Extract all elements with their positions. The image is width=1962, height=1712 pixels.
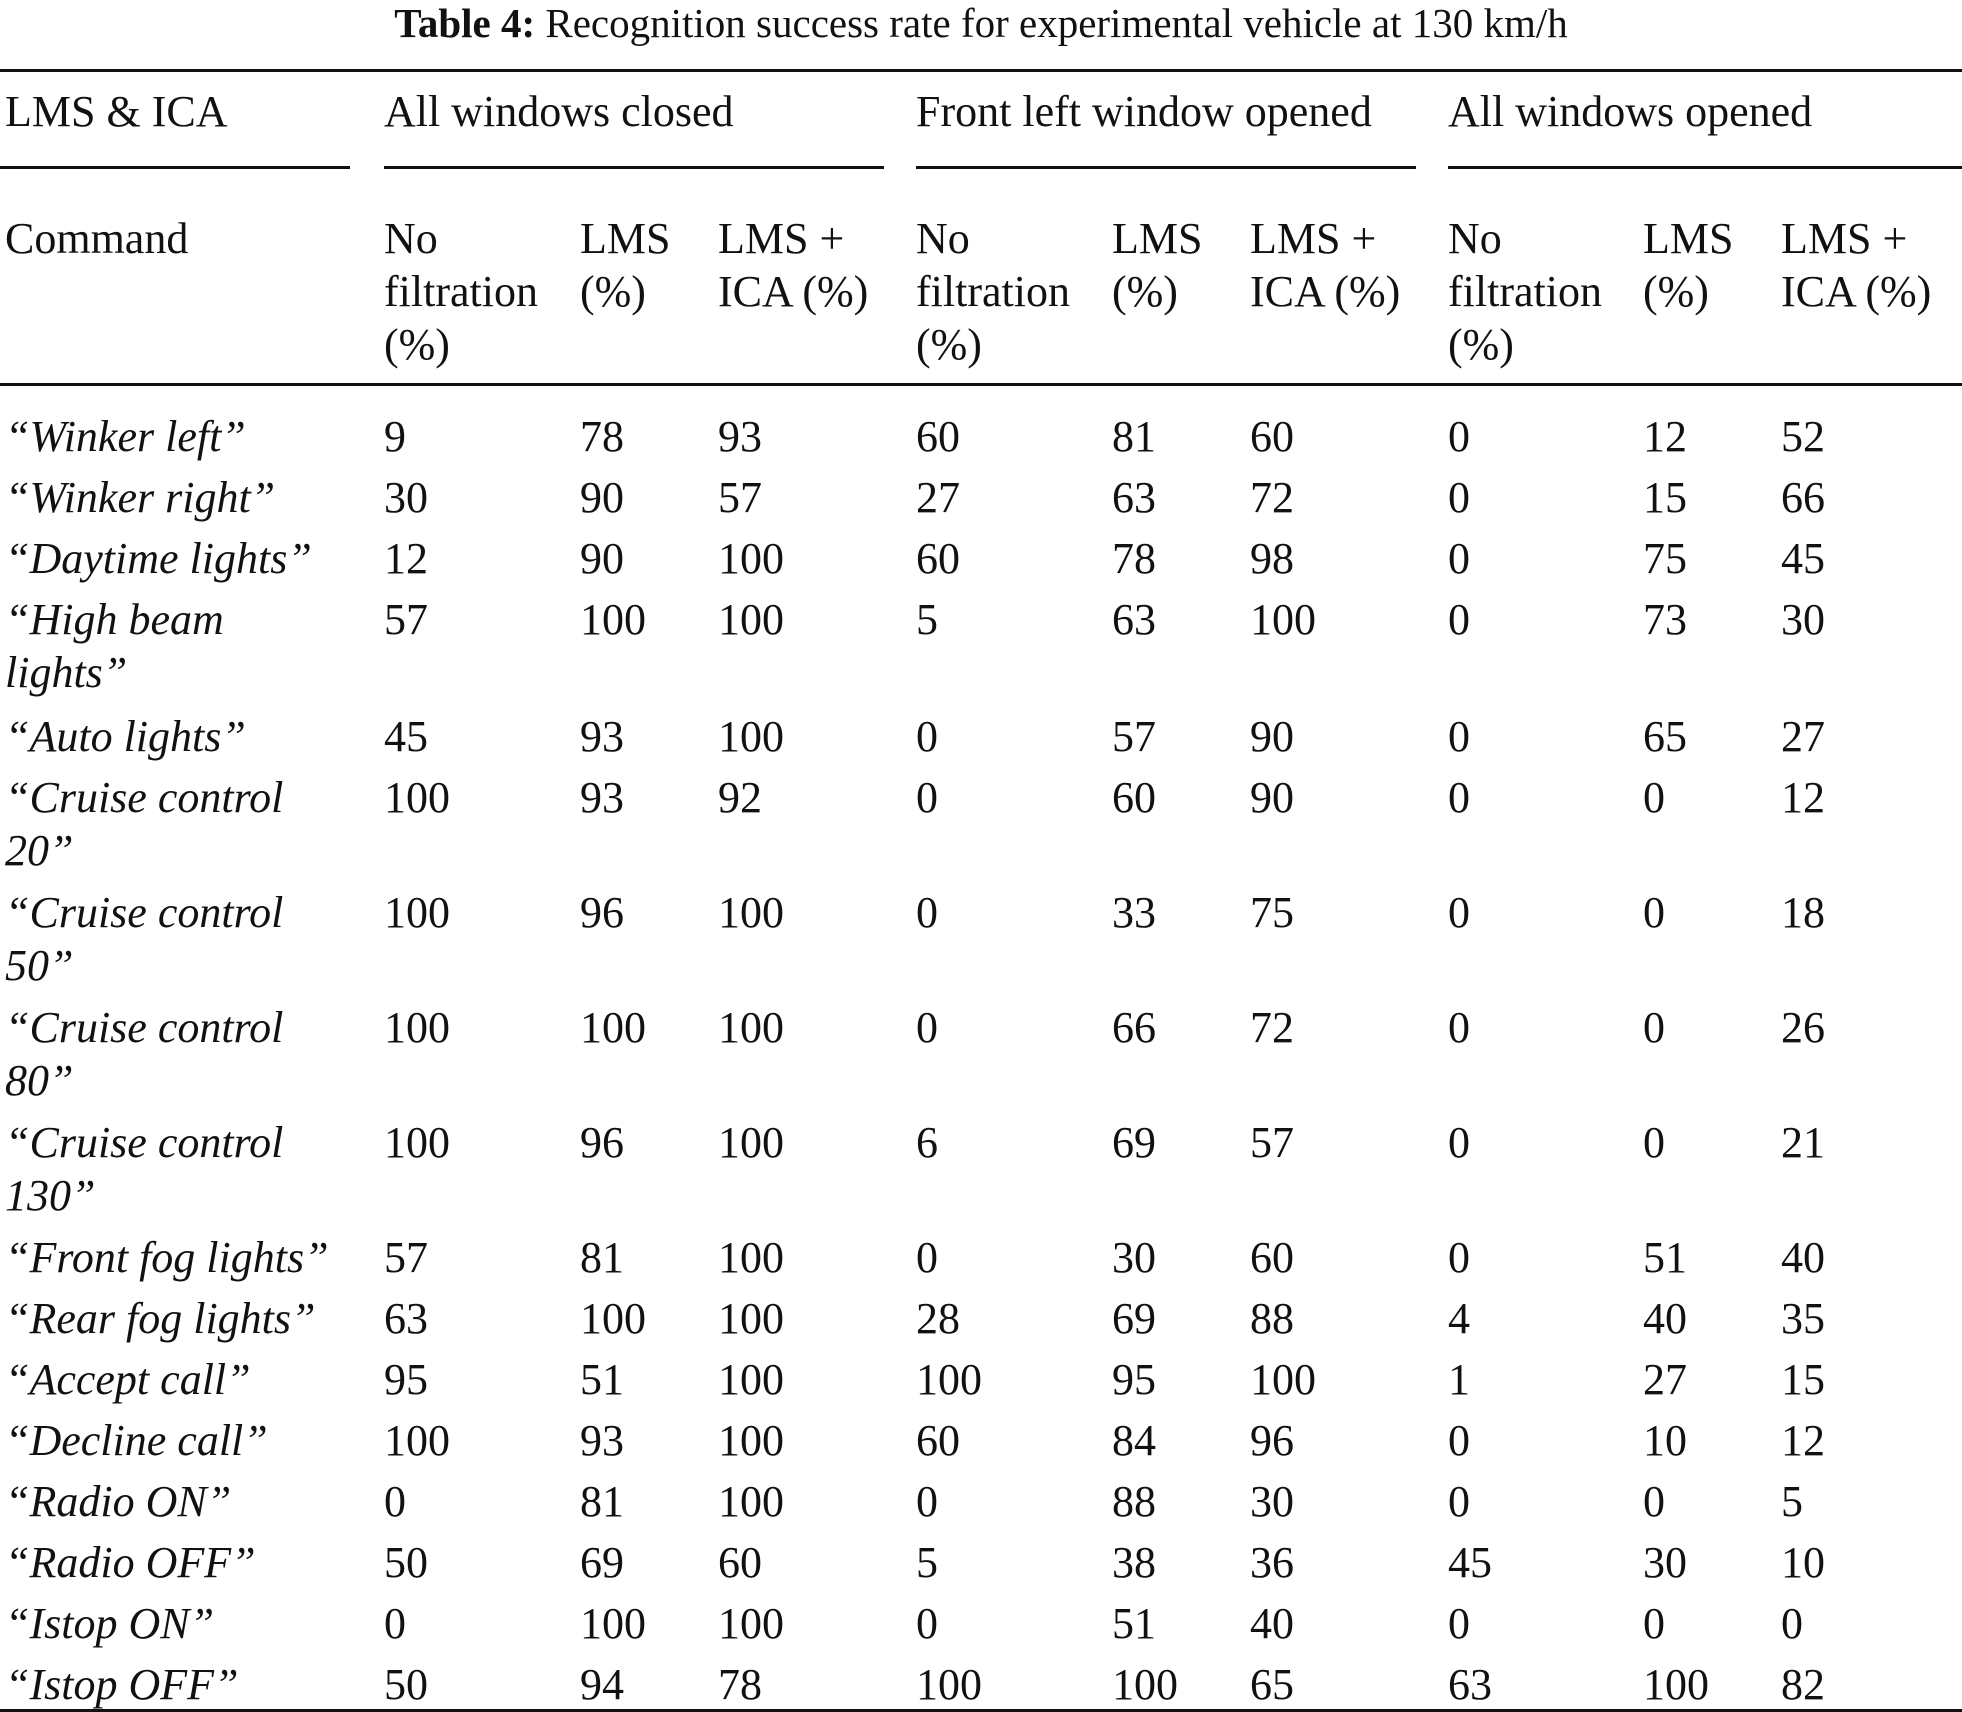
value-cell: 75 <box>1643 534 1687 583</box>
value-cell: 63 <box>1112 595 1156 644</box>
command-cell <box>5 1001 283 1107</box>
value-cell: 0 <box>1448 473 1470 522</box>
value-cell: 0 <box>916 1477 938 1526</box>
group-header: Front left window opened <box>916 87 1372 136</box>
value-cell: 69 <box>1112 1118 1156 1167</box>
value-cell: 81 <box>580 1477 624 1526</box>
value-cell: 0 <box>916 1003 938 1052</box>
subcolumn-header <box>916 212 1070 371</box>
table-top-rule <box>0 69 1962 72</box>
value-cell: 0 <box>1448 1233 1470 1282</box>
value-cell: 0 <box>1448 534 1470 583</box>
subcolumn-header-line: (%) <box>1112 267 1178 316</box>
value-cell: 4 <box>1448 1294 1470 1343</box>
command-cell <box>5 532 312 585</box>
subcolumn-header-line: ICA (%) <box>1250 267 1401 316</box>
value-cell: 100 <box>580 1599 646 1648</box>
value-cell: 50 <box>384 1538 428 1587</box>
command-line: “Auto lights” <box>5 712 246 761</box>
value-cell: 0 <box>916 712 938 761</box>
subcolumn-header-line: LMS <box>1112 214 1203 263</box>
value-cell: 100 <box>1250 1355 1316 1404</box>
value-cell: 40 <box>1781 1233 1825 1282</box>
value-cell: 60 <box>1250 1233 1294 1282</box>
value-cell: 72 <box>1250 1003 1294 1052</box>
value-cell: 0 <box>1448 1599 1470 1648</box>
value-cell: 6 <box>916 1118 938 1167</box>
value-cell: 0 <box>1643 1118 1665 1167</box>
value-cell: 5 <box>1781 1477 1803 1526</box>
value-cell: 69 <box>580 1538 624 1587</box>
subcolumn-header <box>1112 212 1202 318</box>
value-cell: 0 <box>1448 773 1470 822</box>
value-cell: 100 <box>580 1003 646 1052</box>
command-cell <box>5 1597 214 1650</box>
value-cell: 0 <box>1643 1599 1665 1648</box>
command-cell <box>5 1116 283 1222</box>
command-cell <box>5 1536 256 1589</box>
value-cell: 88 <box>1112 1477 1156 1526</box>
value-cell: 45 <box>384 712 428 761</box>
value-cell: 100 <box>384 1118 450 1167</box>
command-line: “Rear fog lights” <box>5 1294 316 1343</box>
value-cell: 100 <box>580 1294 646 1343</box>
value-cell: 0 <box>916 1599 938 1648</box>
value-cell: 0 <box>1643 1477 1665 1526</box>
command-cell <box>5 1475 231 1528</box>
value-cell: 100 <box>1112 1660 1178 1709</box>
value-cell: 38 <box>1112 1538 1156 1587</box>
value-cell: 94 <box>580 1660 624 1709</box>
value-cell: 78 <box>580 412 624 461</box>
caption-label: Table 4: <box>394 0 536 46</box>
value-cell: 100 <box>718 1118 784 1167</box>
value-cell: 52 <box>1781 412 1825 461</box>
value-cell: 0 <box>916 1233 938 1282</box>
value-cell: 15 <box>1781 1355 1825 1404</box>
command-cell <box>5 886 283 992</box>
value-cell: 27 <box>1643 1355 1687 1404</box>
value-cell: 65 <box>1643 712 1687 761</box>
value-cell: 60 <box>916 1416 960 1465</box>
command-cell <box>5 1292 316 1345</box>
value-cell: 57 <box>384 1233 428 1282</box>
value-cell: 82 <box>1781 1660 1825 1709</box>
value-cell: 72 <box>1250 473 1294 522</box>
command-line: 80” <box>5 1056 74 1105</box>
value-cell: 95 <box>1112 1355 1156 1404</box>
subcolumn-header <box>1643 212 1733 318</box>
value-cell: 0 <box>384 1477 406 1526</box>
value-cell: 100 <box>718 1416 784 1465</box>
value-cell: 92 <box>718 773 762 822</box>
value-cell: 30 <box>384 473 428 522</box>
subcolumn-header-line: LMS <box>1643 214 1734 263</box>
subcolumn-header <box>1250 212 1400 318</box>
value-cell: 100 <box>384 1416 450 1465</box>
value-cell: 96 <box>580 1118 624 1167</box>
command-line: “Cruise control <box>5 888 284 937</box>
value-cell: 0 <box>1448 888 1470 937</box>
value-cell: 0 <box>384 1599 406 1648</box>
value-cell: 96 <box>580 888 624 937</box>
value-cell: 63 <box>1448 1660 1492 1709</box>
command-cell <box>5 471 275 524</box>
value-cell: 78 <box>1112 534 1156 583</box>
subcolumn-header-line: LMS <box>580 214 671 263</box>
command-line: “Winker left” <box>5 412 246 461</box>
value-cell: 12 <box>384 534 428 583</box>
subcolumn-header-line: (%) <box>1643 267 1709 316</box>
command-line: “Decline call” <box>5 1416 268 1465</box>
command-line: 20” <box>5 826 74 875</box>
value-cell: 30 <box>1112 1233 1156 1282</box>
value-cell: 5 <box>916 1538 938 1587</box>
value-cell: 26 <box>1781 1003 1825 1052</box>
command-cell <box>5 1658 238 1711</box>
value-cell: 51 <box>1112 1599 1156 1648</box>
command-line: “Winker right” <box>5 473 276 522</box>
value-cell: 88 <box>1250 1294 1294 1343</box>
value-cell: 75 <box>1250 888 1294 937</box>
value-cell: 0 <box>1643 773 1665 822</box>
value-cell: 33 <box>1112 888 1156 937</box>
command-line: “High beam <box>5 595 224 644</box>
value-cell: 45 <box>1448 1538 1492 1587</box>
value-cell: 0 <box>1781 1599 1803 1648</box>
value-cell: 93 <box>718 412 762 461</box>
value-cell: 98 <box>1250 534 1294 583</box>
value-cell: 60 <box>718 1538 762 1587</box>
value-cell: 10 <box>1781 1538 1825 1587</box>
value-cell: 100 <box>580 595 646 644</box>
value-cell: 28 <box>916 1294 960 1343</box>
value-cell: 15 <box>1643 473 1687 522</box>
value-cell: 12 <box>1781 773 1825 822</box>
value-cell: 100 <box>718 595 784 644</box>
command-cell <box>5 1353 251 1406</box>
header-rule-group <box>916 166 1416 169</box>
value-cell: 63 <box>384 1294 428 1343</box>
subcolumn-header-line: No <box>916 214 970 263</box>
value-cell: 93 <box>580 773 624 822</box>
value-cell: 27 <box>1781 712 1825 761</box>
command-line: “Front fog lights” <box>5 1233 329 1282</box>
value-cell: 0 <box>1448 1477 1470 1526</box>
value-cell: 45 <box>1781 534 1825 583</box>
value-cell: 100 <box>916 1355 982 1404</box>
table-caption <box>0 0 1962 46</box>
subcolumn-header-line: No <box>384 214 438 263</box>
value-cell: 90 <box>1250 773 1294 822</box>
value-cell: 51 <box>580 1355 624 1404</box>
command-cell <box>5 710 246 763</box>
value-cell: 5 <box>916 595 938 644</box>
value-cell: 63 <box>1112 473 1156 522</box>
command-line: “Radio OFF” <box>5 1538 256 1587</box>
value-cell: 30 <box>1643 1538 1687 1587</box>
command-cell <box>5 1414 268 1467</box>
value-cell: 1 <box>1448 1355 1470 1404</box>
value-cell: 9 <box>384 412 406 461</box>
value-cell: 100 <box>718 1294 784 1343</box>
value-cell: 40 <box>1643 1294 1687 1343</box>
value-cell: 0 <box>1448 595 1470 644</box>
subcolumn-header-line: filtration <box>384 267 538 316</box>
value-cell: 60 <box>916 534 960 583</box>
value-cell: 100 <box>718 712 784 761</box>
command-cell <box>5 1231 329 1284</box>
value-cell: 0 <box>1448 412 1470 461</box>
subcolumn-header <box>384 212 538 371</box>
value-cell: 100 <box>384 1003 450 1052</box>
value-cell: 100 <box>718 534 784 583</box>
value-cell: 0 <box>1448 1416 1470 1465</box>
command-line: “Istop ON” <box>5 1599 215 1648</box>
header-command: Command <box>5 214 189 263</box>
value-cell: 0 <box>1448 712 1470 761</box>
value-cell: 36 <box>1250 1538 1294 1587</box>
value-cell: 100 <box>718 1355 784 1404</box>
value-cell: 90 <box>580 473 624 522</box>
value-cell: 93 <box>580 1416 624 1465</box>
subcolumn-header-line: (%) <box>580 267 646 316</box>
value-cell: 0 <box>916 888 938 937</box>
value-cell: 90 <box>1250 712 1294 761</box>
value-cell: 50 <box>384 1660 428 1709</box>
value-cell: 95 <box>384 1355 428 1404</box>
header-rule-command <box>0 166 350 169</box>
command-cell <box>5 593 224 699</box>
command-cell <box>5 410 246 463</box>
value-cell: 81 <box>1112 412 1156 461</box>
value-cell: 0 <box>916 773 938 822</box>
header-rule-group <box>384 166 884 169</box>
subcolumn-header-line: filtration <box>916 267 1070 316</box>
subcolumn-header-line: (%) <box>384 320 450 369</box>
value-cell: 100 <box>718 1233 784 1282</box>
value-cell: 73 <box>1643 595 1687 644</box>
value-cell: 60 <box>916 412 960 461</box>
value-cell: 100 <box>718 1477 784 1526</box>
subcolumn-header <box>1781 212 1931 318</box>
command-line: “Istop OFF” <box>5 1660 239 1709</box>
value-cell: 40 <box>1250 1599 1294 1648</box>
value-cell: 84 <box>1112 1416 1156 1465</box>
value-cell: 100 <box>916 1660 982 1709</box>
value-cell: 100 <box>718 1003 784 1052</box>
value-cell: 100 <box>1250 595 1316 644</box>
value-cell: 60 <box>1112 773 1156 822</box>
value-cell: 57 <box>718 473 762 522</box>
value-cell: 90 <box>580 534 624 583</box>
subcolumn-header-line: LMS + <box>1781 214 1908 263</box>
value-cell: 60 <box>1250 412 1294 461</box>
value-cell: 0 <box>1448 1003 1470 1052</box>
value-cell: 30 <box>1781 595 1825 644</box>
value-cell: 57 <box>1250 1118 1294 1167</box>
command-line: “Daytime lights” <box>5 534 312 583</box>
value-cell: 35 <box>1781 1294 1825 1343</box>
value-cell: 93 <box>580 712 624 761</box>
value-cell: 12 <box>1643 412 1687 461</box>
value-cell: 81 <box>580 1233 624 1282</box>
value-cell: 51 <box>1643 1233 1687 1282</box>
subcolumn-header-line: (%) <box>916 320 982 369</box>
value-cell: 100 <box>718 1599 784 1648</box>
command-line: “Radio ON” <box>5 1477 232 1526</box>
value-cell: 100 <box>384 773 450 822</box>
value-cell: 100 <box>718 888 784 937</box>
subcolumn-header-line: filtration <box>1448 267 1602 316</box>
header-bottom-rule <box>0 383 1962 386</box>
subcolumn-header <box>718 212 868 318</box>
value-cell: 66 <box>1781 473 1825 522</box>
value-cell: 57 <box>384 595 428 644</box>
subcolumn-header <box>1448 212 1602 371</box>
header-rule-group <box>1448 166 1962 169</box>
command-line: 50” <box>5 941 74 990</box>
command-line: “Cruise control <box>5 1118 284 1167</box>
value-cell: 10 <box>1643 1416 1687 1465</box>
command-line: “Cruise control <box>5 1003 284 1052</box>
command-line: “Cruise control <box>5 773 284 822</box>
subcolumn-header-line: No <box>1448 214 1502 263</box>
subcolumn-header-line: LMS + <box>718 214 845 263</box>
value-cell: 66 <box>1112 1003 1156 1052</box>
value-cell: 0 <box>1643 888 1665 937</box>
command-line: lights” <box>5 648 128 697</box>
value-cell: 18 <box>1781 888 1825 937</box>
value-cell: 57 <box>1112 712 1156 761</box>
group-header: All windows opened <box>1448 87 1813 136</box>
command-line: “Accept call” <box>5 1355 251 1404</box>
header-lms-ica: LMS & ICA <box>5 87 228 136</box>
subcolumn-header-line: ICA (%) <box>1781 267 1932 316</box>
value-cell: 78 <box>718 1660 762 1709</box>
value-cell: 100 <box>384 888 450 937</box>
value-cell: 0 <box>1448 1118 1470 1167</box>
command-line: 130” <box>5 1171 96 1220</box>
value-cell: 21 <box>1781 1118 1825 1167</box>
group-header: All windows closed <box>384 87 734 136</box>
value-cell: 96 <box>1250 1416 1294 1465</box>
value-cell: 0 <box>1643 1003 1665 1052</box>
value-cell: 27 <box>916 473 960 522</box>
value-cell: 100 <box>1643 1660 1709 1709</box>
value-cell: 65 <box>1250 1660 1294 1709</box>
subcolumn-header-line: (%) <box>1448 320 1514 369</box>
value-cell: 69 <box>1112 1294 1156 1343</box>
caption-text: Recognition success rate for experimental vehicle at 130 km/h <box>545 0 1568 46</box>
value-cell: 30 <box>1250 1477 1294 1526</box>
subcolumn-header-line: LMS + <box>1250 214 1377 263</box>
subcolumn-header-line: ICA (%) <box>718 267 869 316</box>
subcolumn-header <box>580 212 670 318</box>
value-cell: 12 <box>1781 1416 1825 1465</box>
command-cell <box>5 771 283 877</box>
